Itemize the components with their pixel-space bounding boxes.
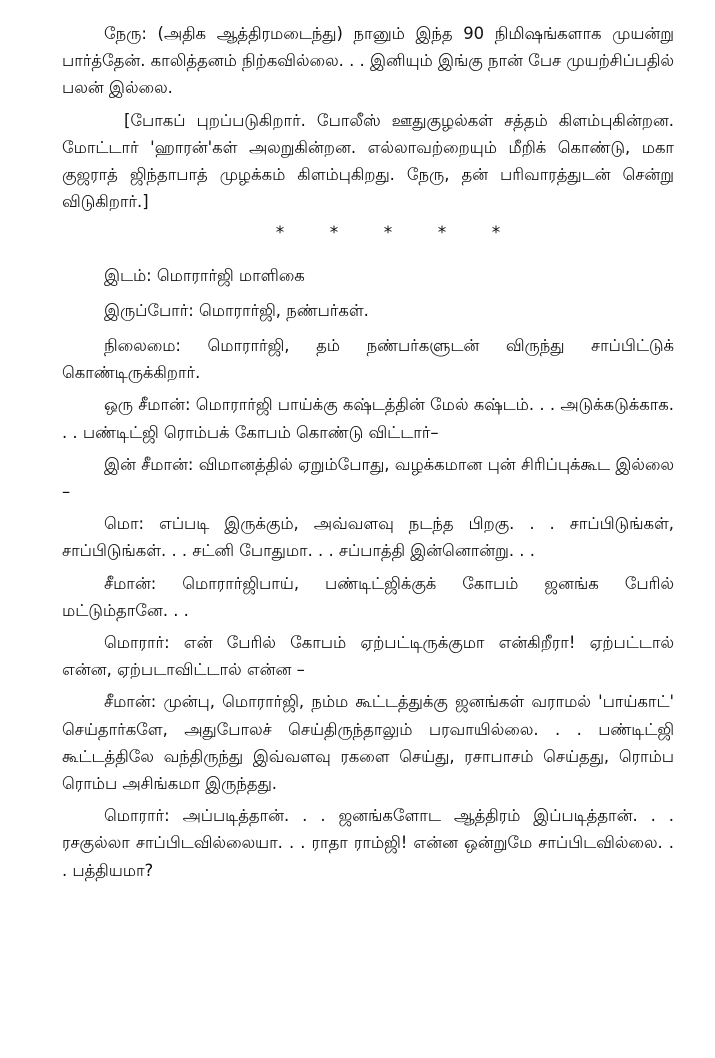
paragraph-dialogue: மொ: எப்படி இருக்கும், அவ்வளவு நடந்த பிறகு. . . சாப்பிடுங்கள், சாப்பிடுங்கள். . . சட்னி போதுமா. . . சப்பாத்தி இன்னொன்று. . .: [62, 514, 674, 561]
page-text: [62, 20, 674, 889]
separator-star: *: [491, 223, 501, 244]
separator-star: *: [329, 223, 339, 244]
paragraph-dialogue: மொரார்: என் பேரில் கோபம் ஏற்பட்டிருக்குமா என்கிறீரா! ஏற்பட்டால் என்ன, ஏற்படாவிட்டால் என்ன –: [62, 633, 674, 680]
paragraph-dialogue: மொரார்: அப்படித்தான். . . ஜனங்களோட ஆத்திரம் இப்படித்தான். . . ரசகுல்லா சாப்பிடவில்லையா. . . ராதா ராம்ஜி! என்ன ஒன்றுமே சாப்பிடவில்லை. . . பத்தியமா?: [62, 806, 674, 880]
paragraph-dialogue: சீமான்: முன்பு, மொரார்ஜி, நம்ம கூட்டத்துக்கு ஜனங்கள் வராமல் 'பாய்காட்' செய்தார்களே, அதுபோலச் செய்திருந்தாலும் பரவாயில்லை. . . பண்டிட்ஜி கூட்டத்திலே வந்திருந்து இவ்வளவு ரகளை செய்து, ரசாபாசம் செய்தது, ரொம்ப ரொம்ப அசிங்கமா இருந்தது.: [62, 692, 674, 794]
paragraph-dialogue: இன் சீமான்: விமானத்தில் ஏறும்போது, வழக்கமான புன் சிரிப்புக்கூட இல்லை –: [62, 454, 674, 502]
paragraph-dialogue: சீமான்: மொரார்ஜிபாய், பண்டிட்ஜிக்குக் கோபம் ஜனங்க பேரில் மட்டும்தானே. . .: [62, 573, 674, 620]
paragraph-situation: நிலைமை: மொரார்ஜி, தம் நண்பர்களுடன் விருந்து சாப்பிட்டுக் கொண்டிருக்கிறார்.: [62, 336, 674, 383]
paragraph-dialogue: ஒரு சீமான்: மொரார்ஜி பாய்க்கு கஷ்டத்தின் மேல் கஷ்டம். . . அடுக்கடுக்காக. . . பண்டிட்ஜி ரொம்பக் கோபம் கொண்டு விட்டார்–: [62, 395, 674, 442]
paragraph-place: இடம்: மொரார்ஜி மாளிகை: [104, 265, 305, 285]
paragraph-stage-direction: [போகப் புறப்படுகிறார். போலீஸ் ஊதுகுழல்கள் சத்தம் கிளம்புகின்றன. மோட்டார் 'ஹாரன்'கள் அலறுகின்றன. எல்லாவற்றையும் மீறிக் கொண்டு, மகா குஜராத் ஜிந்தாபாத் முழக்கம் கிளம்புகிறது. நேரு, தன் பரிவாரத்துடன் சென்று விடுகிறார்.]: [62, 110, 674, 212]
separator-star: *: [383, 223, 393, 244]
separator-star: *: [275, 223, 285, 244]
scene-separator: [62, 220, 674, 247]
paragraph-nehru-speech: நேரு: (அதிக ஆத்திரமடைந்து) நானும் இந்த 90 நிமிஷங்களாக முயன்று பார்த்தேன். காலித்தனம் நிற்கவில்லை. . . இனியும் இங்கு நான் பேச முயற்சிப்பதில் பலன் இல்லை.: [62, 24, 674, 98]
separator-star: *: [437, 223, 447, 244]
paragraph-present: இருப்போர்: மொரார்ஜி, நண்பர்கள்.: [104, 300, 369, 320]
